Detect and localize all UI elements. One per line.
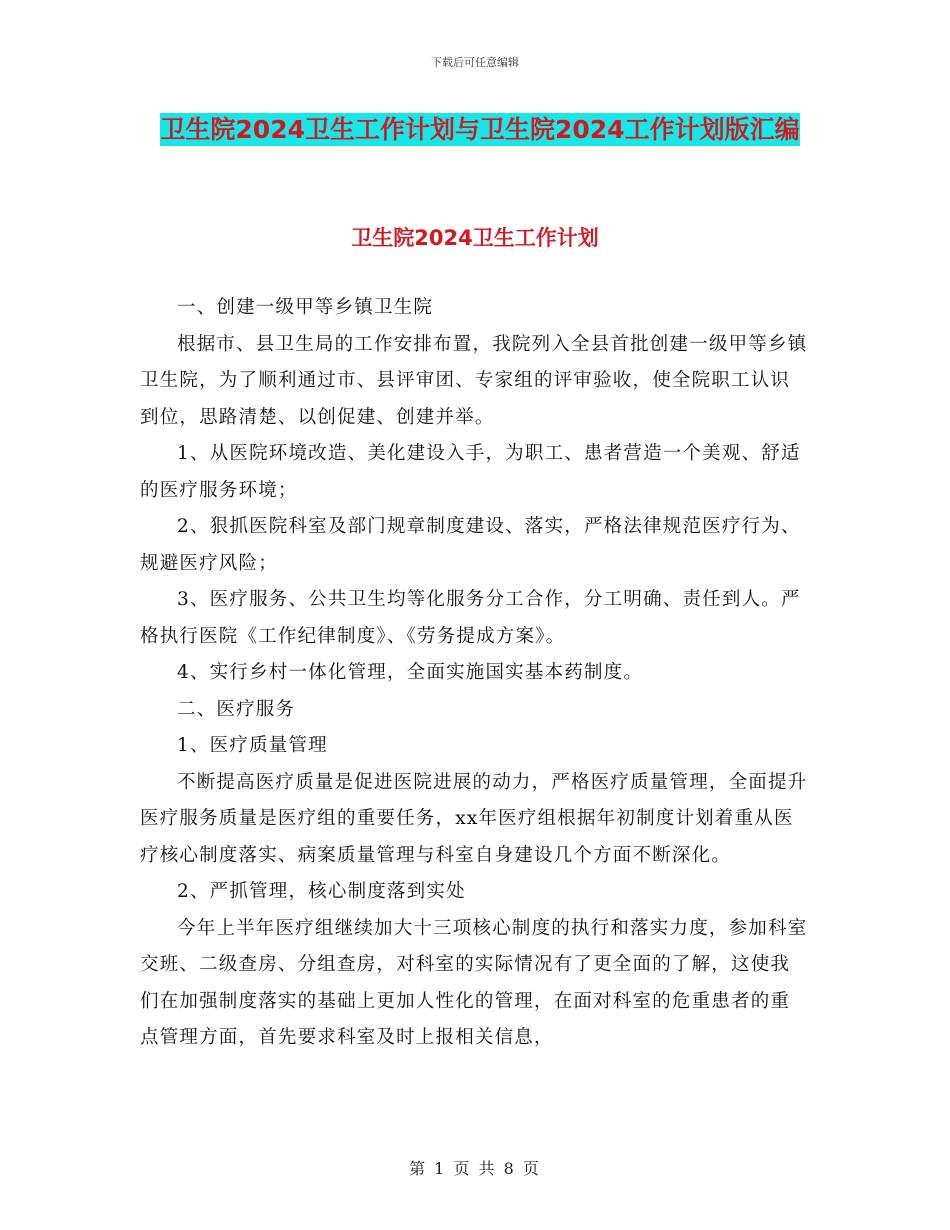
document-title xyxy=(120,108,840,152)
heading-1: 一、创建一级甲等乡镇卫生院 xyxy=(177,297,434,318)
list-item: 4、实行乡村一体化管理，全面实施国实基本药制度。 xyxy=(177,662,644,683)
list-item: 3、医疗服务、公共卫生均等化服务分工合作，分工明确、责任到人。严格执行医院《工作纪律制度》、《劳务提成方案》。 xyxy=(140,589,801,647)
paragraph: 今年上半年医疗组继续加大十三项核心制度的执行和落实力度，参加科室交班、二级查房、分组查房，对科室的实际情况有了更全面的了解，这使我们在加强制度落实的基础上更加人性化的管理，在面对科室的危重患者的重点管理方面，首先要求科室及时上报相关信息， xyxy=(140,917,808,1048)
heading-2: 二、医疗服务 xyxy=(177,698,296,720)
section-title: 卫生院2024卫生工作计划 xyxy=(351,226,599,250)
document-title-highlight: 卫生院2024卫生工作计划与卫生院2024工作计划版汇编 xyxy=(160,115,800,144)
subheading: 1、医疗质量管理 xyxy=(177,735,328,756)
page-number: 第 1 页 共 8 页 xyxy=(409,1159,541,1178)
page-header-note: 下载后可任意编辑 xyxy=(431,56,519,69)
paragraph: 根据市、县卫生局的工作安排布置，我院列入全县首批创建一级甲等乡镇卫生院，为了顺利通过市、县评审团、专家组的评审验收，使全院职工认识到位，思路清楚、以创促建、创建并举。 xyxy=(140,333,808,428)
paragraph: 不断提高医疗质量是促进医院进展的动力，严格医疗质量管理，全面提升医疗服务质量是医疗组的重要任务，xx年医疗组根据年初制度计划着重从医疗核心制度落实、病案质量管理与科室自身建设几个方面不断深化。 xyxy=(140,771,808,866)
subheading: 2、严抓管理，核心制度落到实处 xyxy=(177,881,466,902)
list-item: 2、狠抓医院科室及部门规章制度建设、落实，严格法律规范医疗行为、规避医疗风险； xyxy=(140,516,801,574)
list-item: 1、从医院环境改造、美化建设入手，为职工、患者营造一个美观、舒适的医疗服务环境； xyxy=(140,443,801,501)
document-body xyxy=(140,290,808,1057)
